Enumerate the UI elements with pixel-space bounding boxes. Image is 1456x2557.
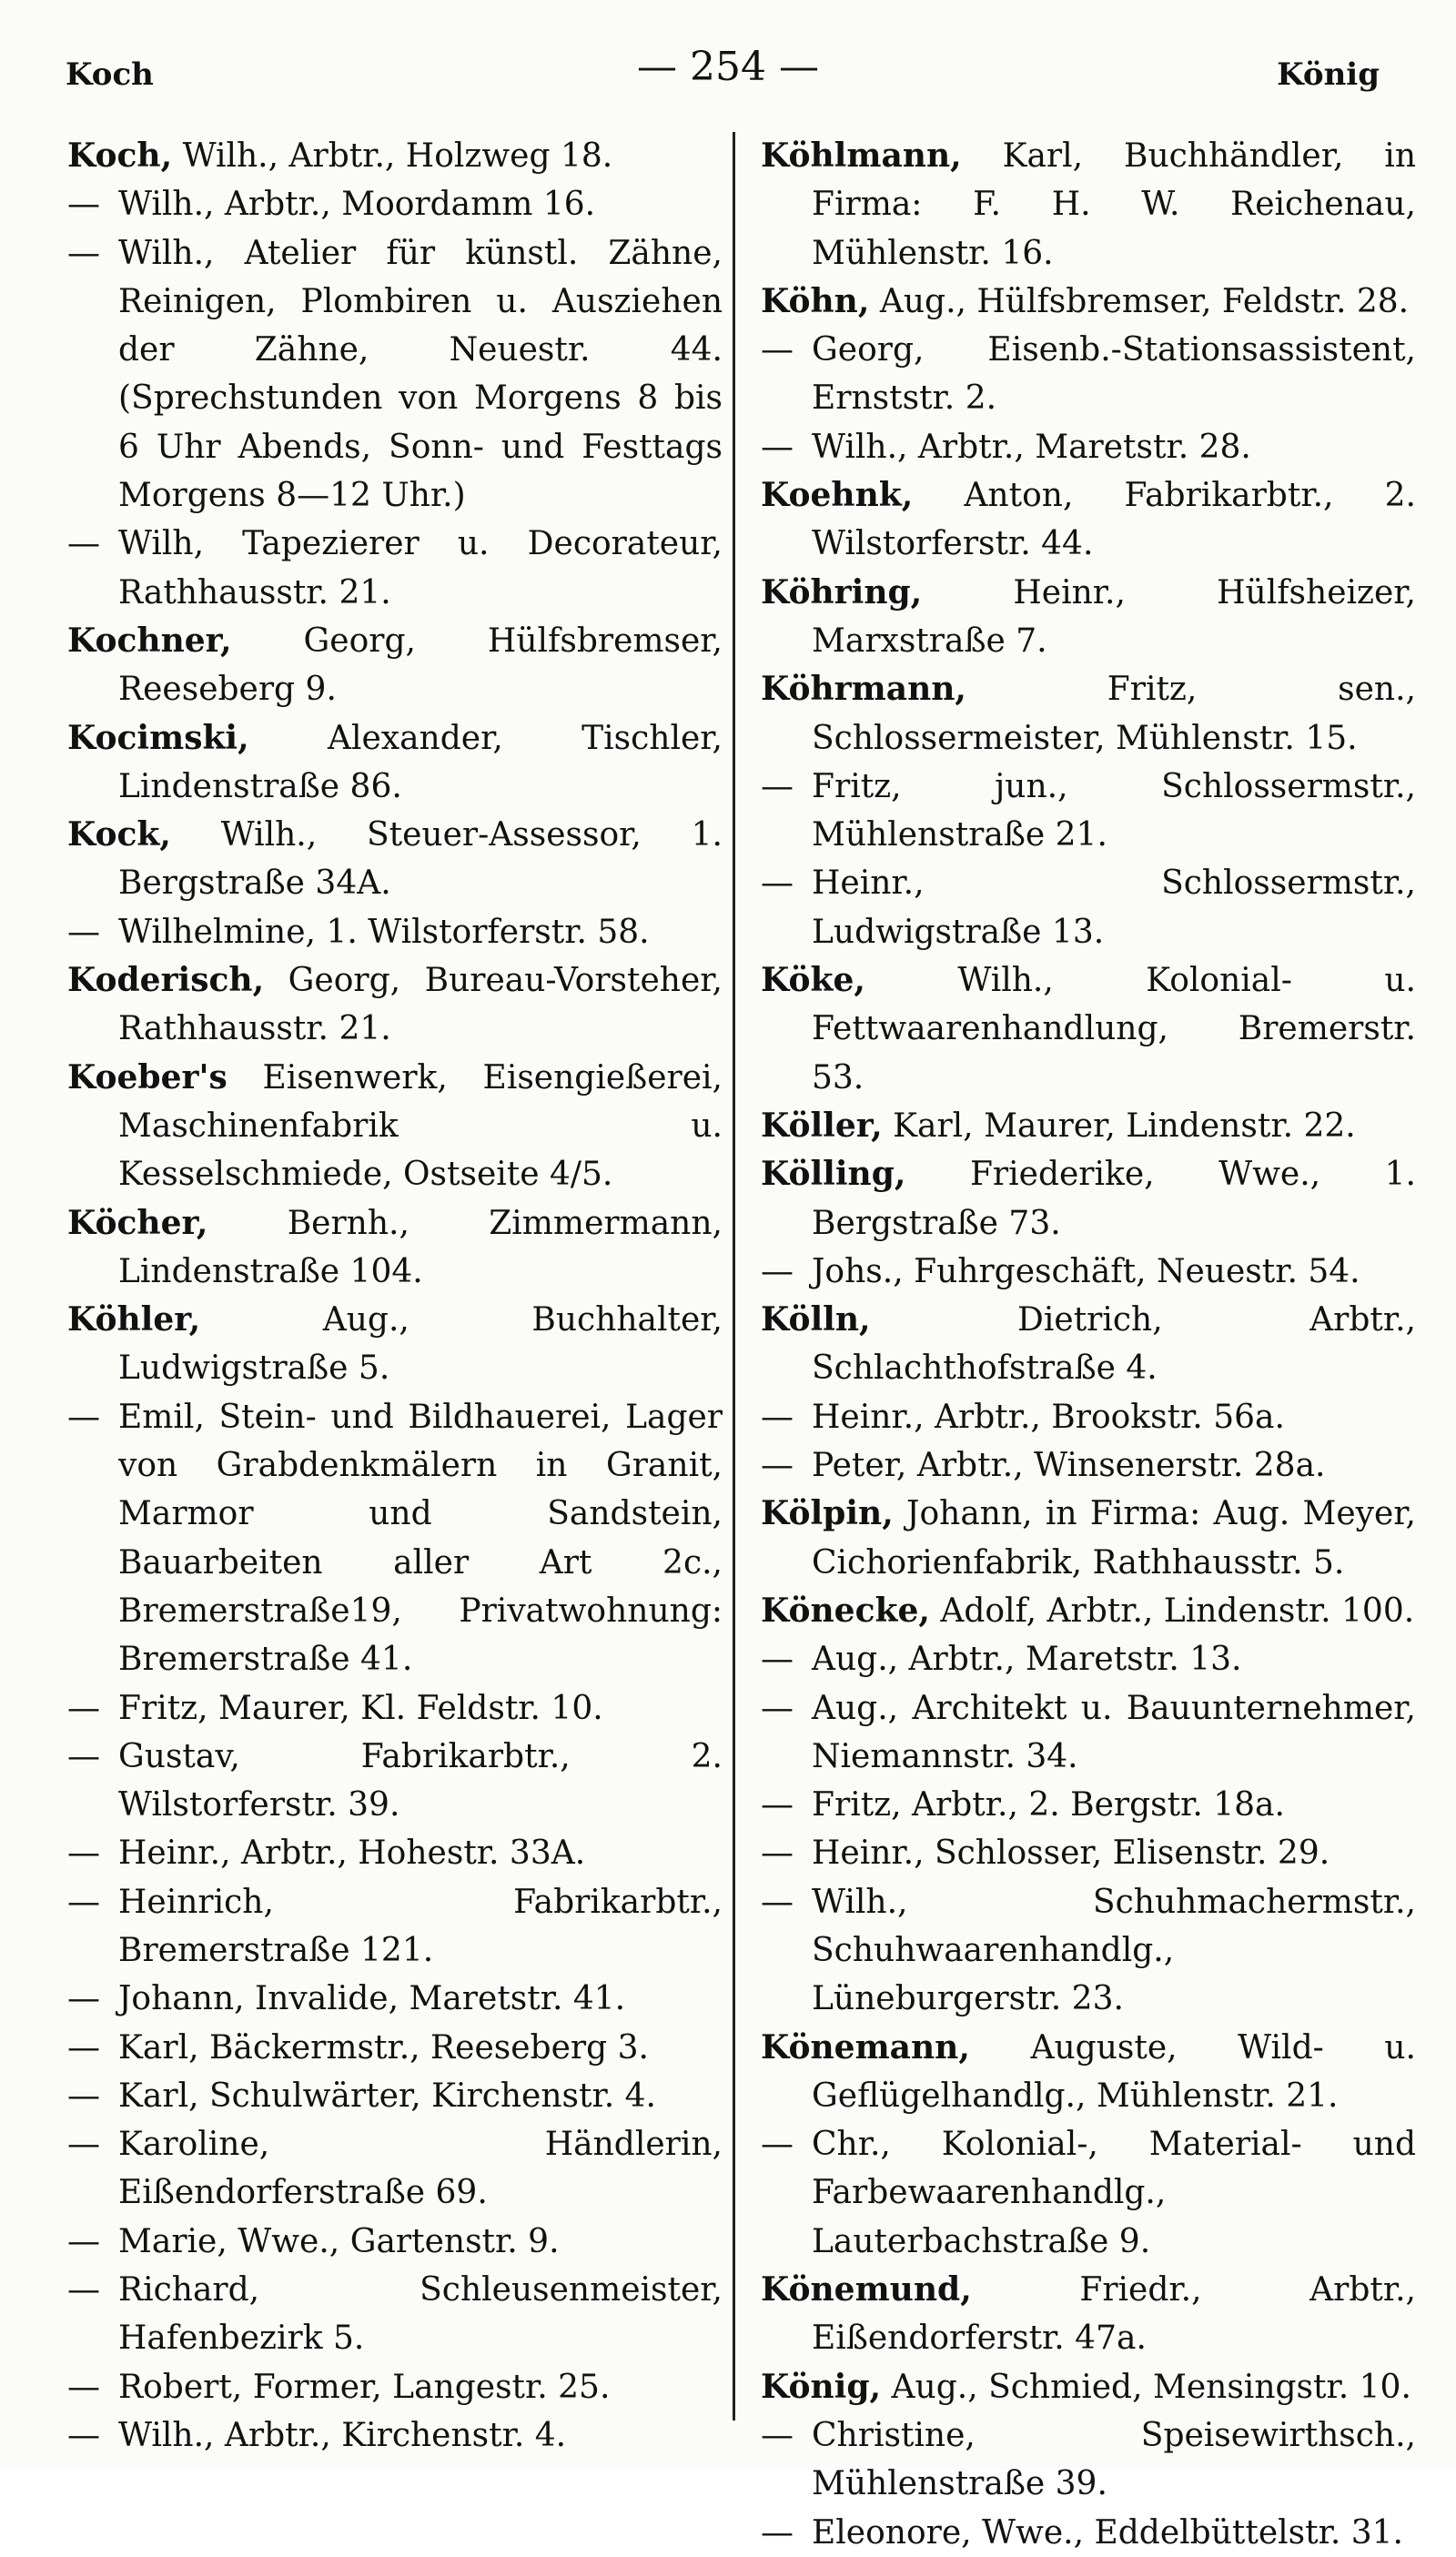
- entry-text: Georg, Bureau-Vorsteher, Rathhausstr. 21.: [118, 962, 723, 1048]
- entry-text: Wilh., Atelier für künstl. Zähne, Reinigen, Plombiren u. Ausziehen der Zähne, Neuestr. 44. (Sprechstunden von Morgens 8 bis 6 Uhr Abends, Sonn- und Festtags Morgens 8—12 Uhr.): [118, 234, 723, 515]
- directory-entry: [761, 956, 1416, 1102]
- directory-sub-entry: [67, 2120, 723, 2218]
- entry-text: Wilhelmine, 1. Wilstorferstr. 58.: [118, 913, 650, 951]
- column-divider: [733, 132, 735, 2421]
- entry-dash: —: [761, 331, 794, 369]
- entry-dash: —: [761, 864, 794, 903]
- entry-text: Marie, Wwe., Gartenstr. 9.: [118, 2222, 560, 2260]
- entry-surname: Köhlmann,: [761, 136, 962, 175]
- entry-dash: —: [761, 767, 794, 805]
- entry-dash: —: [67, 1834, 100, 1873]
- entry-surname: Koch,: [67, 136, 173, 175]
- entry-text: Anton, Fabrikarbtr., 2. Wilstorferstr. 44.: [812, 477, 1416, 563]
- directory-entry: [67, 811, 723, 908]
- directory-entry: [761, 2024, 1416, 2121]
- entry-text: Heinrich, Fabrikarbtr., Bremerstraße 121.: [118, 1883, 723, 1969]
- entry-text: Fritz, Arbtr., 2. Bergstr. 18a.: [812, 1786, 1285, 1824]
- entry-text: Eisenwerk, Eisengießerei, Maschinenfabrik u. Kesselschmiede, Ostseite 4/5.: [118, 1058, 723, 1194]
- directory-sub-entry: [761, 1393, 1416, 1441]
- entry-text: Friedr., Arbtr., Eißendorferstr. 47a.: [812, 2271, 1416, 2358]
- entry-text: Wilh., Schuhmachermstr., Schuhwaarenhandlg., Lüneburgerstr. 23.: [812, 1883, 1416, 2018]
- page-number: — 254 —: [637, 44, 819, 90]
- entry-text: Karl, Schulwärter, Kirchenstr. 4.: [118, 2077, 656, 2115]
- entry-dash: —: [761, 428, 794, 466]
- entry-dash: —: [67, 2368, 100, 2406]
- directory-sub-entry: [67, 1733, 723, 1830]
- entry-text: Aug., Architekt u. Bauunternehmer, Niemannstr. 34.: [812, 1689, 1416, 1775]
- directory-entry: [761, 278, 1416, 326]
- entry-surname: Koeber's: [67, 1057, 228, 1097]
- entry-dash: —: [67, 2416, 100, 2454]
- directory-sub-entry: [761, 763, 1416, 860]
- entry-dash: —: [761, 2126, 794, 2164]
- header-left-keyword: Koch: [66, 56, 154, 93]
- directory-sub-entry: [761, 1635, 1416, 1683]
- entry-text: Friederike, Wwe., 1. Bergstraße 73.: [812, 1156, 1416, 1242]
- entry-dash: —: [67, 1398, 100, 1436]
- entry-surname: Kölling,: [761, 1155, 906, 1194]
- entry-text: Aug., Hülfsbremser, Feldstr. 28.: [869, 282, 1410, 320]
- directory-entry: [67, 1199, 723, 1297]
- directory-sub-entry: [67, 520, 723, 617]
- entry-text: Heinr., Hülfsheizer, Marxstraße 7.: [812, 573, 1416, 660]
- entry-dash: —: [67, 2028, 100, 2067]
- entry-text: Auguste, Wild- u. Geflügelhandlg., Mühlenstr. 21.: [812, 2028, 1416, 2115]
- entry-dash: —: [67, 234, 100, 272]
- entry-dash: —: [67, 2271, 100, 2309]
- directory-entry: [67, 1054, 723, 1199]
- directory-entry: [761, 1587, 1416, 1635]
- entry-surname: Köke,: [761, 961, 865, 1000]
- directory-entry: [761, 569, 1416, 666]
- entry-text: Adolf, Arbtr., Lindenstr. 100.: [929, 1592, 1415, 1630]
- left-column: [67, 132, 723, 2460]
- entry-surname: Köller,: [761, 1106, 883, 1145]
- entry-dash: —: [761, 1447, 794, 1485]
- entry-surname: Koehnk,: [761, 476, 914, 515]
- page-header: [0, 36, 1456, 100]
- entry-text: Peter, Arbtr., Winsenerstr. 28a.: [812, 1447, 1326, 1485]
- entry-text: Wilh., Kolonial- u. Fettwaarenhandlung, Bremerstr. 53.: [812, 962, 1416, 1097]
- entry-text: Heinr., Schlossermstr., Ludwigstraße 13.: [812, 864, 1416, 951]
- entry-text: Eleonore, Wwe., Eddelbüttelstr. 31.: [812, 2513, 1403, 2552]
- entry-text: Aug., Schmied, Mensingstr. 10.: [881, 2368, 1411, 2406]
- entry-text: Chr., Kolonial-, Material- und Farbewaarenhandlg., Lauterbachstraße 9.: [812, 2126, 1416, 2260]
- directory-sub-entry: [67, 908, 723, 956]
- entry-dash: —: [761, 2416, 794, 2454]
- entry-dash: —: [67, 2222, 100, 2260]
- entry-dash: —: [67, 525, 100, 563]
- entry-text: Wilh., Arbtr., Moordamm 16.: [118, 186, 596, 224]
- directory-entry: [761, 1102, 1416, 1150]
- entry-surname: Köcher,: [67, 1203, 208, 1242]
- entry-dash: —: [761, 1252, 794, 1290]
- directory-sub-entry: [67, 2266, 723, 2363]
- entry-text: Karoline, Händlerin, Eißendorferstraße 69.: [118, 2126, 723, 2212]
- directory-sub-entry: [761, 1684, 1416, 1782]
- directory-entry: [761, 2266, 1416, 2363]
- directory-sub-entry: [67, 2218, 723, 2266]
- entry-surname: Kochner,: [67, 621, 232, 660]
- directory-sub-entry: [67, 1684, 723, 1733]
- directory-sub-entry: [67, 2363, 723, 2411]
- entry-text: Emil, Stein- und Bildhauerei, Lager von Grabdenkmälern in Granit, Marmor und Sandstein, Bauarbeiten aller Art 2c., Bremerstraße19, Privatwohnung: Bremerstraße 41.: [118, 1398, 723, 1679]
- entry-surname: König,: [761, 2367, 882, 2406]
- entry-text: Aug., Buchhalter, Ludwigstraße 5.: [118, 1301, 723, 1388]
- entry-text: Bernh., Zimmermann, Lindenstraße 104.: [118, 1204, 723, 1290]
- directory-sub-entry: [761, 1248, 1416, 1296]
- entry-dash: —: [67, 2077, 100, 2115]
- directory-entry: [761, 2363, 1416, 2411]
- directory-entry: [761, 132, 1416, 278]
- directory-entry: [67, 132, 723, 180]
- entry-dash: —: [761, 1786, 794, 1824]
- entry-text: Fritz, sen., Schlossermeister, Mühlenstr. 15.: [812, 671, 1416, 757]
- directory-entry: [67, 956, 723, 1054]
- directory-sub-entry: [67, 2024, 723, 2072]
- directory-sub-entry: [761, 423, 1416, 471]
- entry-text: Dietrich, Arbtr., Schlachthofstraße 4.: [812, 1301, 1416, 1388]
- entry-surname: Koderisch,: [67, 961, 265, 1000]
- directory-sub-entry: [761, 326, 1416, 423]
- directory-entry: [67, 1296, 723, 1393]
- directory-sub-entry: [761, 2120, 1416, 2266]
- entry-text: Wilh., Steuer-Assessor, 1. Bergstraße 34A.: [118, 816, 723, 903]
- entry-surname: Könemann,: [761, 2027, 970, 2067]
- entry-dash: —: [761, 1883, 794, 1921]
- entry-text: Gustav, Fabrikarbtr., 2. Wilstorferstr. 39.: [118, 1737, 723, 1824]
- entry-text: Johann, Invalide, Maretstr. 41.: [118, 1980, 626, 2018]
- directory-sub-entry: [761, 2509, 1416, 2557]
- entry-text: Richard, Schleusenmeister, Hafenbezirk 5.: [118, 2271, 723, 2358]
- entry-text: Karl, Bäckermstr., Reeseberg 3.: [118, 2028, 649, 2067]
- directory-entry: [761, 665, 1416, 763]
- directory-sub-entry: [761, 1781, 1416, 1829]
- entry-surname: Kock,: [67, 815, 171, 854]
- entry-dash: —: [67, 1689, 100, 1727]
- entry-text: Karl, Maurer, Lindenstr. 22.: [882, 1107, 1356, 1145]
- entry-text: Johann, in Firma: Aug. Meyer, Cichorienfabrik, Rathhausstr. 5.: [812, 1495, 1416, 1582]
- directory-entry: [67, 617, 723, 714]
- entry-text: Johs., Fuhrgeschäft, Neuestr. 54.: [812, 1252, 1360, 1290]
- entry-surname: Kölpin,: [761, 1494, 894, 1533]
- directory-sub-entry: [67, 2411, 723, 2460]
- entry-text: Georg, Eisenb.-Stationsassistent, Ernststr. 2.: [812, 331, 1416, 418]
- directory-sub-entry: [761, 2411, 1416, 2509]
- right-column: [761, 132, 1416, 2557]
- entry-surname: Köhring,: [761, 572, 923, 611]
- directory-sub-entry: [67, 1393, 723, 1684]
- directory-entry: [761, 471, 1416, 569]
- entry-dash: —: [67, 2126, 100, 2164]
- entry-text: Heinr., Arbtr., Brookstr. 56a.: [812, 1398, 1285, 1436]
- entry-dash: —: [67, 186, 100, 224]
- directory-sub-entry: [67, 2072, 723, 2120]
- entry-surname: Köhler,: [67, 1300, 201, 1339]
- entry-dash: —: [761, 1641, 794, 1679]
- entry-dash: —: [67, 1980, 100, 2018]
- directory-sub-entry: [67, 180, 723, 228]
- directory-sub-entry: [761, 859, 1416, 956]
- directory-sub-entry: [67, 1829, 723, 1877]
- entry-text: Fritz, jun., Schlossermstr., Mühlenstraße 21.: [812, 767, 1416, 854]
- directory-entry: [761, 1150, 1416, 1248]
- entry-text: Aug., Arbtr., Maretstr. 13.: [812, 1641, 1242, 1679]
- directory-sub-entry: [761, 1878, 1416, 2024]
- entry-dash: —: [67, 1737, 100, 1775]
- directory-entry: [761, 1296, 1416, 1393]
- entry-text: Wilh., Arbtr., Kirchenstr. 4.: [118, 2416, 567, 2454]
- entry-surname: Köhrmann,: [761, 670, 966, 709]
- entry-dash: —: [761, 1689, 794, 1727]
- directory-sub-entry: [761, 1829, 1416, 1877]
- directory-entry: [67, 714, 723, 812]
- entry-text: Fritz, Maurer, Kl. Feldstr. 10.: [118, 1689, 603, 1727]
- entry-text: Wilh, Tapezierer u. Decorateur, Rathhausstr. 21.: [118, 525, 723, 611]
- entry-text: Christine, Speisewirthsch., Mühlenstraße 39.: [812, 2416, 1416, 2503]
- entry-text: Heinr., Schlosser, Elisenstr. 29.: [812, 1834, 1330, 1873]
- header-right-keyword: König: [1277, 56, 1380, 93]
- entry-text: Georg, Hülfsbremser, Reeseberg 9.: [118, 622, 723, 709]
- directory-sub-entry: [67, 1878, 723, 1976]
- entry-dash: —: [67, 1883, 100, 1921]
- entry-dash: —: [761, 1398, 794, 1436]
- entry-surname: Kocimski,: [67, 718, 249, 757]
- directory-sub-entry: [67, 1975, 723, 2023]
- directory-entry: [761, 1490, 1416, 1587]
- entry-surname: Könemund,: [761, 2270, 972, 2309]
- entry-text: Heinr., Arbtr., Hohestr. 33A.: [118, 1834, 586, 1873]
- entry-text: Robert, Former, Langestr. 25.: [118, 2368, 611, 2406]
- directory-sub-entry: [761, 1441, 1416, 1490]
- entry-text: Alexander, Tischler, Lindenstraße 86.: [118, 719, 723, 805]
- entry-dash: —: [761, 1834, 794, 1873]
- entry-surname: Könecke,: [761, 1591, 930, 1630]
- entry-dash: —: [67, 913, 100, 951]
- entry-surname: Köhn,: [761, 281, 870, 320]
- entry-text: Wilh., Arbtr., Maretstr. 28.: [812, 428, 1251, 466]
- entry-text: Wilh., Arbtr., Holzweg 18.: [172, 137, 613, 175]
- directory-sub-entry: [67, 229, 723, 520]
- entry-text: Karl, Buchhändler, in Firma: F. H. W. Reichenau, Mühlenstr. 16.: [812, 137, 1416, 272]
- entry-dash: —: [761, 2513, 794, 2552]
- entry-surname: Kölln,: [761, 1300, 871, 1339]
